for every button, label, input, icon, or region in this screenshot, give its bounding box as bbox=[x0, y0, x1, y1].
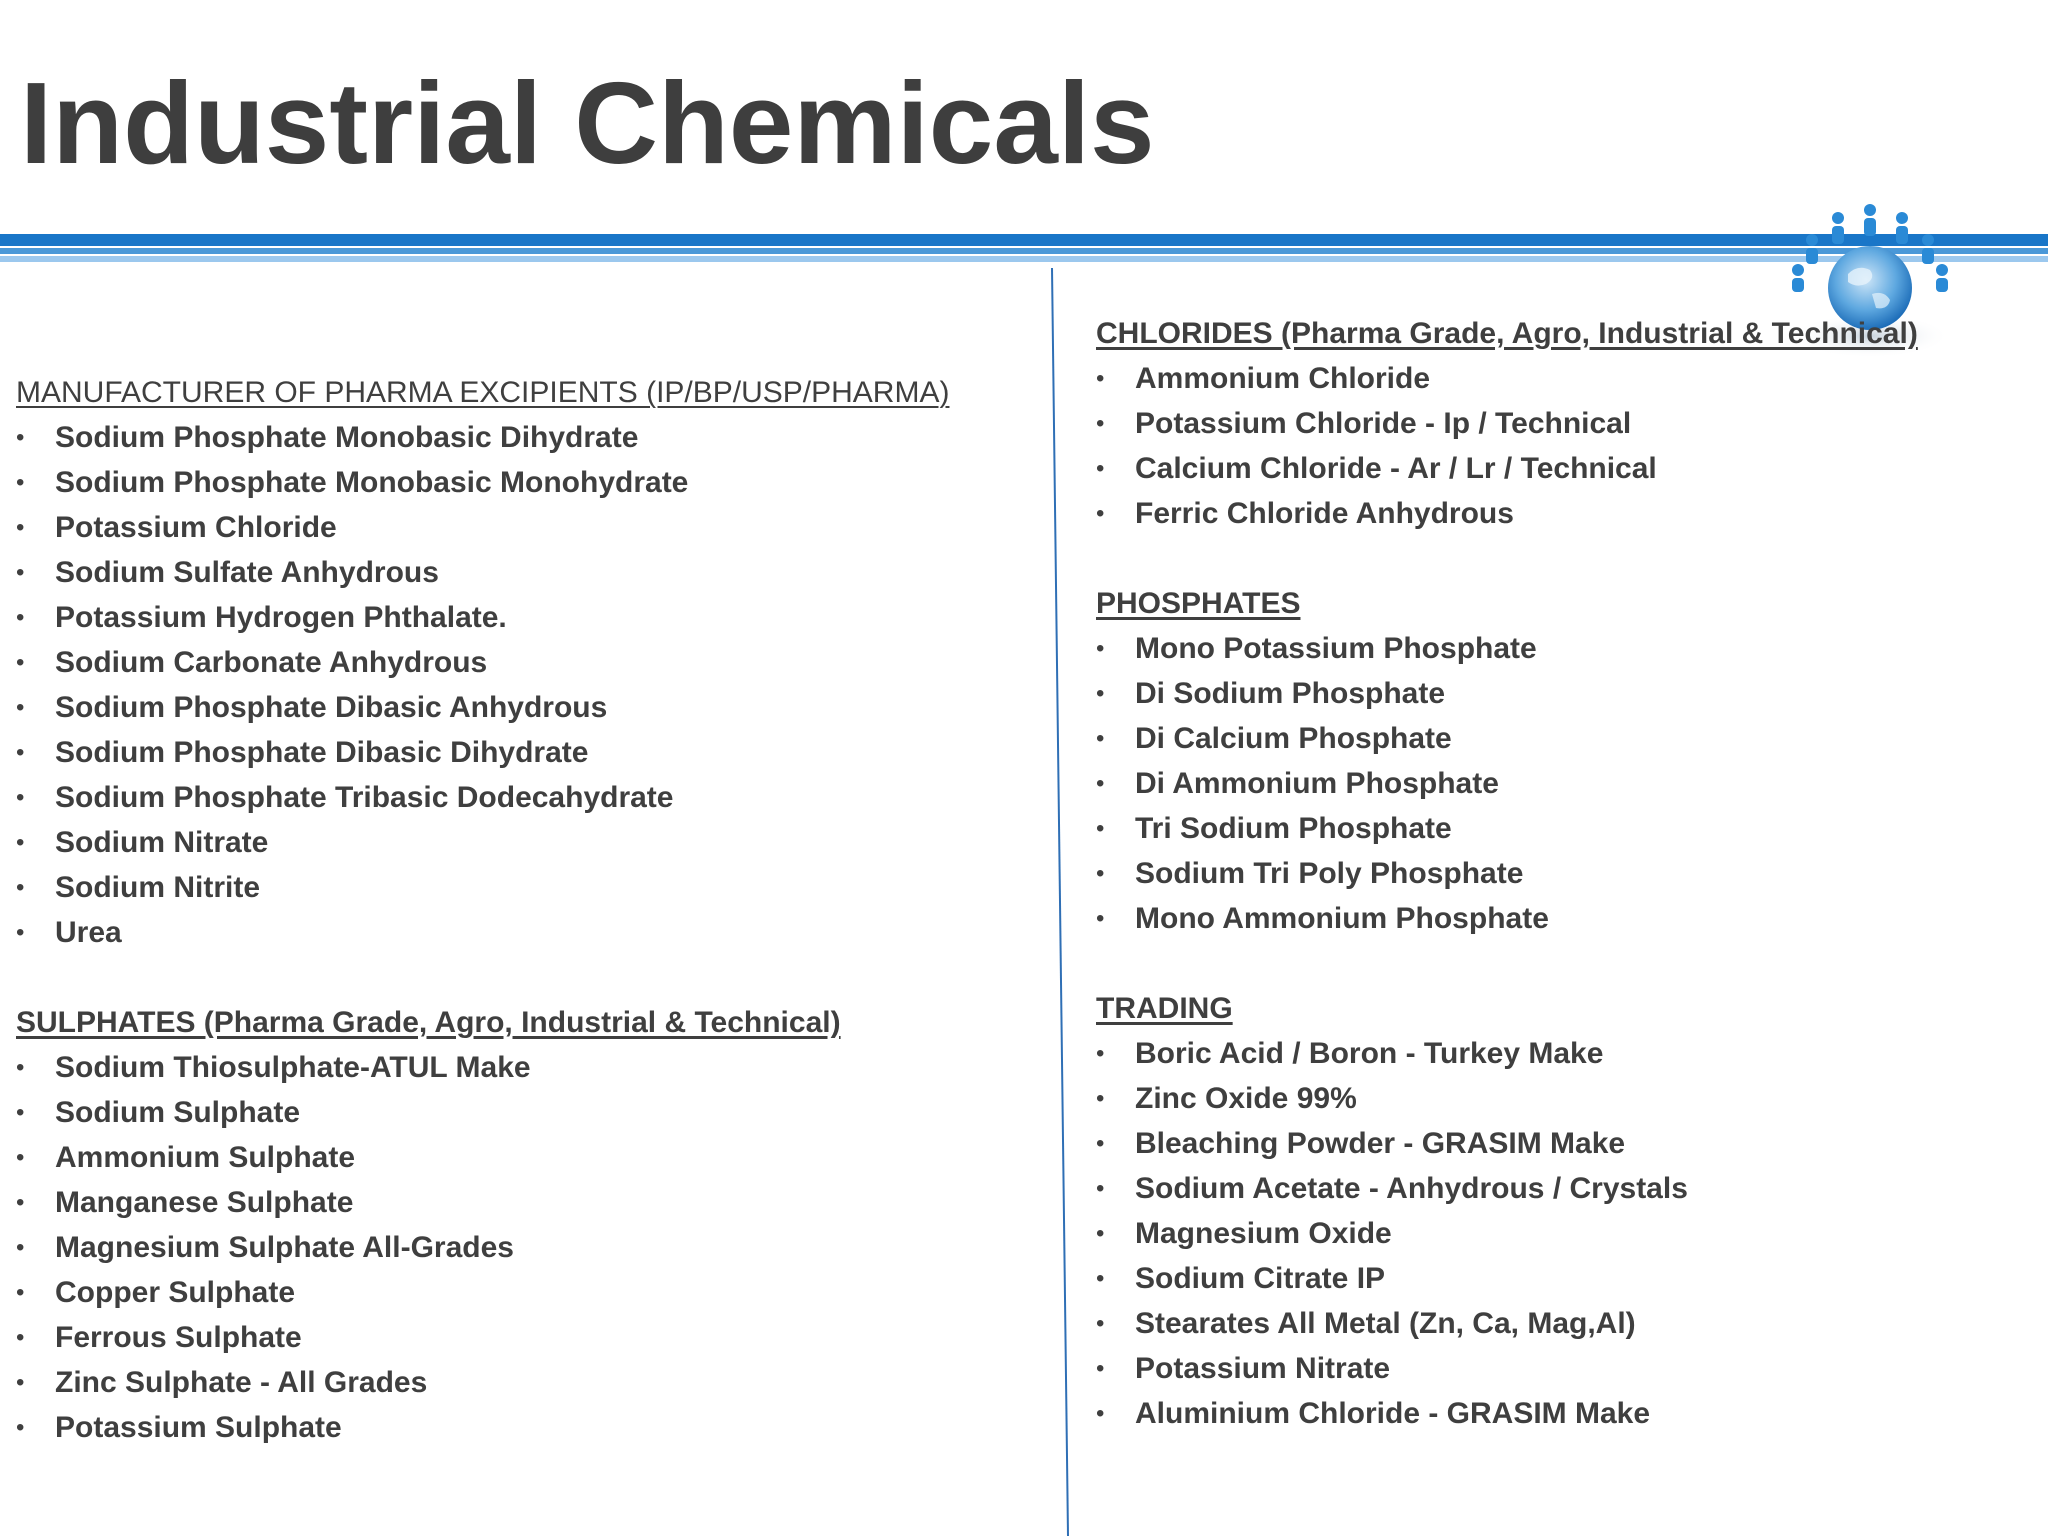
list-item bbox=[16, 685, 1036, 730]
bullet-icon: • bbox=[1096, 455, 1105, 482]
list-item bbox=[16, 775, 1036, 820]
list-item bbox=[16, 415, 1036, 460]
section-heading: PHOSPHATES bbox=[1096, 587, 1301, 620]
bullet-icon: • bbox=[16, 1099, 25, 1126]
list-item bbox=[16, 1180, 1036, 1225]
product-name: Potassium Chloride - Ip / Technical bbox=[1135, 407, 1632, 440]
list-item bbox=[1096, 671, 2016, 716]
list-item bbox=[1096, 491, 2016, 536]
list-item bbox=[16, 1405, 1036, 1450]
product-name: Sodium Carbonate Anhydrous bbox=[55, 646, 488, 679]
list-item bbox=[16, 1315, 1036, 1360]
product-name: Sodium Phosphate Monobasic Monohydrate bbox=[55, 466, 689, 499]
bullet-icon: • bbox=[1096, 905, 1105, 932]
section-trading bbox=[1096, 986, 2016, 1436]
bullet-icon: • bbox=[1096, 1085, 1105, 1112]
section-heading: CHLORIDES (Pharma Grade, Agro, Industrial & Technical) bbox=[1096, 317, 1918, 350]
product-name: Sodium Phosphate Monobasic Dihydrate bbox=[55, 421, 639, 454]
product-name: Sodium Thiosulphate-ATUL Make bbox=[55, 1051, 531, 1084]
product-name: Sodium Phosphate Dibasic Anhydrous bbox=[55, 691, 608, 724]
bullet-icon: • bbox=[1096, 680, 1105, 707]
list-item bbox=[16, 1045, 1036, 1090]
bullet-icon: • bbox=[16, 604, 25, 631]
list-item bbox=[1096, 1166, 2016, 1211]
product-name: Potassium Nitrate bbox=[1135, 1352, 1391, 1385]
product-list bbox=[1096, 356, 2016, 536]
bullet-icon: • bbox=[16, 829, 25, 856]
list-item bbox=[16, 640, 1036, 685]
list-item bbox=[1096, 1346, 2016, 1391]
list-item bbox=[16, 910, 1036, 955]
bullet-icon: • bbox=[1096, 1265, 1105, 1292]
bullet-icon: • bbox=[16, 469, 25, 496]
product-name: Stearates All Metal (Zn, Ca, Mag,Al) bbox=[1135, 1307, 1636, 1340]
list-item bbox=[1096, 1256, 2016, 1301]
product-list bbox=[16, 415, 1036, 955]
bullet-icon: • bbox=[16, 1234, 25, 1261]
product-name: Copper Sulphate bbox=[55, 1276, 296, 1309]
list-item bbox=[1096, 761, 2016, 806]
product-name: Magnesium Oxide bbox=[1135, 1217, 1392, 1250]
bullet-icon: • bbox=[1096, 725, 1105, 752]
bullet-icon: • bbox=[16, 694, 25, 721]
bullet-icon: • bbox=[16, 514, 25, 541]
bullet-icon: • bbox=[16, 874, 25, 901]
list-item bbox=[16, 505, 1036, 550]
section-heading: MANUFACTURER OF PHARMA EXCIPIENTS (IP/BP/USP/PHARMA) bbox=[16, 376, 950, 409]
list-item bbox=[16, 1225, 1036, 1270]
bullet-icon: • bbox=[1096, 1175, 1105, 1202]
bullet-icon: • bbox=[1096, 500, 1105, 527]
bullet-icon: • bbox=[16, 424, 25, 451]
bullet-icon: • bbox=[16, 1054, 25, 1081]
bullet-icon: • bbox=[1096, 365, 1105, 392]
list-item bbox=[1096, 356, 2016, 401]
product-name: Zinc Sulphate - All Grades bbox=[55, 1366, 428, 1399]
list-item bbox=[1096, 446, 2016, 491]
product-name: Sodium Acetate - Anhydrous / Crystals bbox=[1135, 1172, 1688, 1205]
product-name: Calcium Chloride - Ar / Lr / Technical bbox=[1135, 452, 1657, 485]
list-item bbox=[16, 865, 1036, 910]
product-name: Mono Ammonium Phosphate bbox=[1135, 902, 1549, 935]
list-item bbox=[16, 1090, 1036, 1135]
product-name: Sodium Nitrite bbox=[55, 871, 261, 904]
section-heading: SULPHATES (Pharma Grade, Agro, Industrial & Technical) bbox=[16, 1006, 841, 1039]
list-item bbox=[1096, 716, 2016, 761]
product-name: Sodium Tri Poly Phosphate bbox=[1135, 857, 1524, 890]
product-name: Sodium Phosphate Tribasic Dodecahydrate bbox=[55, 781, 674, 814]
product-name: Magnesium Sulphate All-Grades bbox=[55, 1231, 514, 1264]
list-item bbox=[16, 460, 1036, 505]
bullet-icon: • bbox=[1096, 1400, 1105, 1427]
list-item bbox=[1096, 1076, 2016, 1121]
bullet-icon: • bbox=[1096, 1355, 1105, 1382]
product-name: Boric Acid / Boron - Turkey Make bbox=[1135, 1037, 1604, 1070]
list-item bbox=[16, 730, 1036, 775]
list-item bbox=[1096, 401, 2016, 446]
product-name: Sodium Phosphate Dibasic Dihydrate bbox=[55, 736, 589, 769]
bullet-icon: • bbox=[1096, 635, 1105, 662]
bullet-icon: • bbox=[16, 1189, 25, 1216]
list-item bbox=[1096, 1211, 2016, 1256]
list-item bbox=[16, 595, 1036, 640]
bullet-icon: • bbox=[16, 1144, 25, 1171]
product-list bbox=[16, 1045, 1036, 1450]
product-name: Ammonium Sulphate bbox=[55, 1141, 356, 1174]
list-item bbox=[16, 1360, 1036, 1405]
product-name: Sodium Sulfate Anhydrous bbox=[55, 556, 439, 589]
product-name: Aluminium Chloride - GRASIM Make bbox=[1135, 1397, 1651, 1430]
bullet-icon: • bbox=[16, 784, 25, 811]
bullet-icon: • bbox=[1096, 770, 1105, 797]
bullet-icon: • bbox=[1096, 860, 1105, 887]
product-name: Di Sodium Phosphate bbox=[1135, 677, 1446, 710]
bullet-icon: • bbox=[16, 1279, 25, 1306]
list-item bbox=[16, 550, 1036, 595]
product-list bbox=[1096, 1031, 2016, 1436]
product-name: Urea bbox=[55, 916, 122, 949]
right-column bbox=[1096, 311, 2016, 1481]
product-list bbox=[1096, 626, 2016, 941]
list-item bbox=[1096, 851, 2016, 896]
product-name: Ferric Chloride Anhydrous bbox=[1135, 497, 1514, 530]
product-name: Sodium Nitrate bbox=[55, 826, 269, 859]
product-name: Sodium Citrate IP bbox=[1135, 1262, 1386, 1295]
section-heading: TRADING bbox=[1096, 992, 1233, 1025]
product-name: Potassium Sulphate bbox=[55, 1411, 342, 1444]
section-phosphates bbox=[1096, 581, 2016, 941]
section-sulphates bbox=[16, 1000, 1036, 1450]
list-item bbox=[1096, 806, 2016, 851]
product-name: Potassium Chloride bbox=[55, 511, 337, 544]
list-item bbox=[1096, 1031, 2016, 1076]
bullet-icon: • bbox=[16, 739, 25, 766]
product-name: Mono Potassium Phosphate bbox=[1135, 632, 1537, 665]
product-name: Ammonium Chloride bbox=[1135, 362, 1431, 395]
bullet-icon: • bbox=[16, 559, 25, 586]
list-item bbox=[1096, 1301, 2016, 1346]
bullet-icon: • bbox=[16, 919, 25, 946]
product-name: Sodium Sulphate bbox=[55, 1096, 301, 1129]
product-name: Di Ammonium Phosphate bbox=[1135, 767, 1499, 800]
bullet-icon: • bbox=[16, 1414, 25, 1441]
list-item bbox=[16, 1270, 1036, 1315]
section-pharma-excipients bbox=[16, 370, 1036, 955]
bullet-icon: • bbox=[1096, 410, 1105, 437]
header-band bbox=[0, 230, 2048, 270]
list-item bbox=[1096, 896, 2016, 941]
product-name: Bleaching Powder - GRASIM Make bbox=[1135, 1127, 1626, 1160]
bullet-icon: • bbox=[1096, 1040, 1105, 1067]
section-chlorides bbox=[1096, 311, 2016, 536]
bullet-icon: • bbox=[1096, 1220, 1105, 1247]
product-name: Zinc Oxide 99% bbox=[1135, 1082, 1357, 1115]
bullet-icon: • bbox=[16, 1324, 25, 1351]
product-name: Potassium Hydrogen Phthalate. bbox=[55, 601, 507, 634]
list-item bbox=[1096, 626, 2016, 671]
product-name: Tri Sodium Phosphate bbox=[1135, 812, 1452, 845]
slide-title: Industrial Chemicals bbox=[20, 58, 1155, 188]
product-name: Di Calcium Phosphate bbox=[1135, 722, 1452, 755]
list-item bbox=[16, 1135, 1036, 1180]
product-name: Ferrous Sulphate bbox=[55, 1321, 302, 1354]
list-item bbox=[1096, 1121, 2016, 1166]
list-item bbox=[16, 820, 1036, 865]
bullet-icon: • bbox=[1096, 1130, 1105, 1157]
bullet-icon: • bbox=[16, 649, 25, 676]
product-name: Manganese Sulphate bbox=[55, 1186, 354, 1219]
left-column bbox=[16, 370, 1036, 1495]
bullet-icon: • bbox=[1096, 815, 1105, 842]
bullet-icon: • bbox=[1096, 1310, 1105, 1337]
list-item bbox=[1096, 1391, 2016, 1436]
bullet-icon: • bbox=[16, 1369, 25, 1396]
